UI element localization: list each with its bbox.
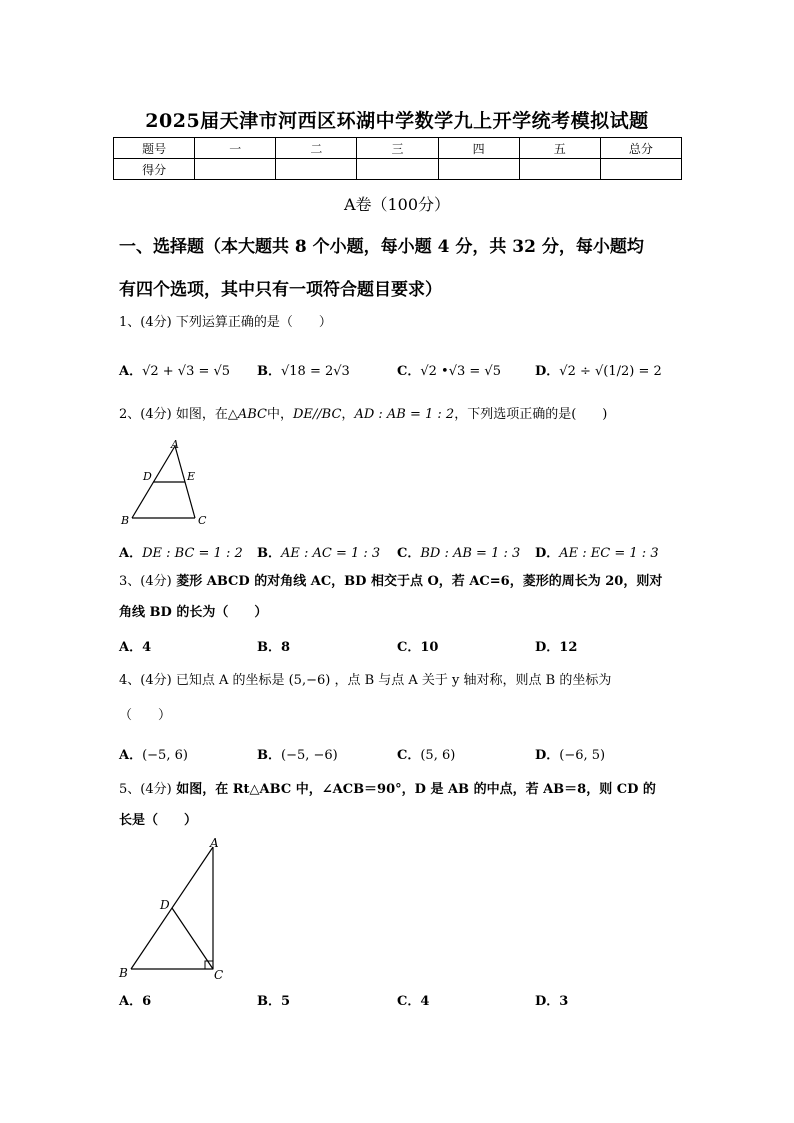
score-header-cell: 题号: [114, 138, 195, 159]
option-label: D．: [535, 364, 560, 379]
option-text: (−5, −6): [281, 748, 338, 763]
option-a[interactable]: [119, 990, 151, 1009]
question-1-stem: [119, 315, 689, 331]
option-text: (−5, 6): [142, 748, 188, 763]
question-2-stem: [119, 407, 689, 423]
option-label: C．: [397, 546, 421, 561]
vertex-label-d: D: [160, 898, 170, 912]
option-label: C．: [397, 640, 421, 655]
score-header-cell: 四: [438, 138, 519, 159]
question-text: ，: [341, 407, 355, 422]
score-header-cell: 三: [357, 138, 438, 159]
score-cell[interactable]: [519, 159, 600, 180]
option-d[interactable]: [535, 636, 577, 655]
question-1-options: [119, 360, 689, 380]
question-5-stem: [119, 782, 689, 798]
score-table: [113, 137, 682, 180]
option-a[interactable]: [119, 360, 230, 379]
vertex-label-c: C: [214, 968, 224, 982]
score-cell[interactable]: [195, 159, 276, 180]
option-c[interactable]: [397, 990, 429, 1009]
option-c[interactable]: [397, 636, 438, 655]
question-5-stem-line2: 长是（ ）: [119, 813, 198, 828]
score-cell[interactable]: [600, 159, 681, 180]
option-text: 5: [281, 994, 291, 1009]
option-label: D．: [535, 994, 560, 1009]
question-prefix: 3、(4分): [119, 574, 172, 589]
question-3-stem: [119, 574, 689, 590]
option-label: D．: [535, 640, 560, 655]
option-text: 4: [142, 640, 152, 655]
question-4-stem-line2: （ ）: [119, 708, 172, 723]
option-text: 3: [559, 994, 569, 1009]
page-title: 2025届天津市河西区环湖中学数学九上开学统考模拟试题: [145, 110, 649, 132]
option-c[interactable]: [397, 360, 501, 379]
option-label: B．: [257, 994, 281, 1009]
vertex-label-d: D: [143, 470, 152, 483]
math-expression: DE//BC: [293, 407, 342, 422]
option-text: 6: [142, 994, 152, 1009]
vertex-label-c: C: [198, 514, 207, 527]
option-label: B．: [257, 364, 281, 379]
option-text: √2 + √3 = √5: [142, 364, 231, 379]
option-b[interactable]: [257, 744, 338, 763]
option-text: (−6, 5): [559, 748, 606, 763]
option-text: 12: [559, 640, 578, 655]
question-prefix: 5、(4分): [119, 782, 172, 797]
question-text: 已知点 A 的坐标是 (5,−6) ，点 B 与点 A 关于 y 轴对称，则点 B 的坐标为: [175, 673, 612, 688]
question-text: 中，: [266, 407, 293, 422]
math-expression: AD : AB = 1 : 2: [354, 407, 455, 422]
option-label: B．: [257, 546, 281, 561]
vertex-label-b: B: [119, 966, 128, 980]
score-cell[interactable]: [357, 159, 438, 180]
question-prefix: 4、(4分): [119, 673, 172, 688]
option-a[interactable]: [119, 636, 151, 655]
score-row-label: 得分: [114, 159, 195, 180]
math-expression: △ABC: [227, 407, 267, 422]
option-label: D．: [535, 748, 560, 763]
option-label: A．: [119, 546, 143, 561]
question-3-stem-line2: 角线 BD 的长为（ ）: [119, 605, 268, 620]
option-b[interactable]: [257, 636, 290, 655]
option-b[interactable]: [257, 542, 380, 561]
option-text: BD : AB = 1 : 3: [420, 546, 521, 561]
option-text: AE : AC = 1 : 3: [281, 546, 381, 561]
option-text: 8: [281, 640, 291, 655]
option-label: D．: [535, 546, 560, 561]
option-text: 4: [420, 994, 430, 1009]
option-label: B．: [257, 640, 281, 655]
option-d[interactable]: [535, 744, 605, 763]
option-a[interactable]: [119, 744, 188, 763]
option-text: (5, 6): [420, 748, 456, 763]
question-text: 菱形 ABCD 的对角线 AC，BD 相交于点 O，若 AC=6，菱形的周长为 20，则对: [176, 574, 663, 589]
score-header-cell: 总分: [600, 138, 681, 159]
question-prefix: 1、(4分): [119, 315, 172, 330]
option-label: C．: [397, 748, 421, 763]
option-label: C．: [397, 364, 421, 379]
question-prefix: 2、(4分): [119, 407, 172, 422]
score-table-header-row: [114, 138, 682, 159]
segment-cd: [172, 908, 213, 969]
option-label: A．: [119, 748, 143, 763]
vertex-label-b: B: [121, 514, 130, 527]
question-text: ，下列选项正确的是( ): [454, 407, 608, 422]
option-text: AE : EC = 1 : 3: [559, 546, 659, 561]
option-label: A．: [119, 640, 143, 655]
option-text: DE : BC = 1 : 2: [142, 546, 243, 561]
option-d[interactable]: [535, 542, 659, 561]
score-cell[interactable]: [438, 159, 519, 180]
option-c[interactable]: [397, 542, 520, 561]
question-5-options: [119, 990, 689, 1010]
score-header-cell: 二: [276, 138, 357, 159]
option-label: B．: [257, 748, 281, 763]
option-text: √2 ÷ √(1/2) = 2: [559, 364, 662, 379]
vertex-label-a: A: [210, 836, 219, 850]
question-4-options: [119, 744, 689, 764]
question-text: 如图，在 Rt△ABC 中，∠ACB＝90°，D 是 AB 的中点，若 AB＝8，则 CD 的: [176, 782, 656, 797]
option-d[interactable]: [535, 990, 568, 1009]
option-label: A．: [119, 364, 143, 379]
option-d[interactable]: [535, 360, 662, 379]
question-text: 下列运算正确的是（ ）: [175, 315, 332, 330]
option-text: √18 = 2√3: [281, 364, 350, 379]
part1-heading-line1: 一、选择题（本大题共 8 个小题，每小题 4 分，共 32 分，每小题均: [119, 237, 644, 257]
part1-heading-line2: 有四个选项，其中只有一项符合题目要求）: [119, 280, 442, 300]
option-text: √2 •√3 = √5: [420, 364, 501, 379]
option-c[interactable]: [397, 744, 455, 763]
question-4-stem: [119, 673, 689, 689]
option-label: C．: [397, 994, 421, 1009]
triangle-figure-q2: [115, 436, 215, 531]
option-a[interactable]: [119, 542, 243, 561]
question-text: 如图，在: [175, 407, 228, 422]
score-table-score-row: [114, 159, 682, 180]
option-b[interactable]: [257, 360, 350, 379]
score-header-cell: 一: [195, 138, 276, 159]
vertex-label-a: A: [171, 438, 179, 451]
vertex-label-e: E: [187, 470, 196, 483]
right-triangle-figure-q5: [115, 835, 230, 985]
question-2-options: [119, 542, 689, 562]
option-label: A．: [119, 994, 143, 1009]
option-b[interactable]: [257, 990, 290, 1009]
section-title: A卷（100分）: [343, 195, 451, 214]
question-3-options: [119, 636, 689, 656]
score-header-cell: 五: [519, 138, 600, 159]
option-text: 10: [420, 640, 439, 655]
score-cell[interactable]: [276, 159, 357, 180]
